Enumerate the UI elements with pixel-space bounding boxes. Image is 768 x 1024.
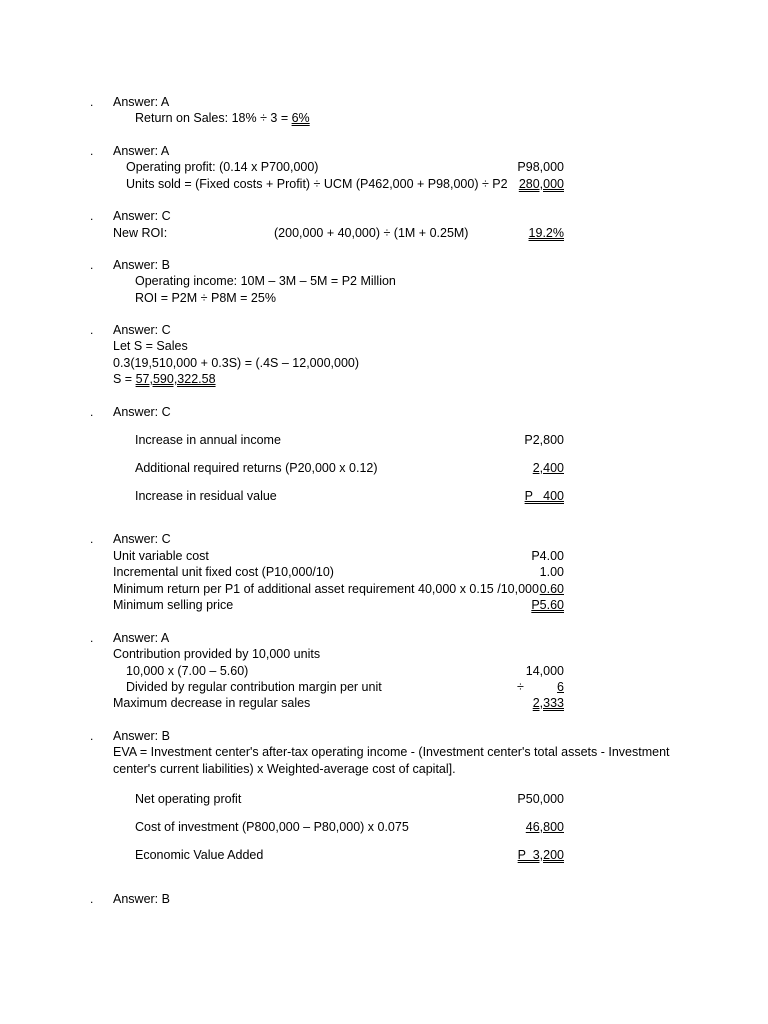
line-text: Divided by regular contribution margin per unit [126, 680, 382, 694]
line-prefix: Return on Sales: 18% ÷ 3 = [135, 111, 292, 125]
line-text: Economic Value Added [135, 848, 264, 862]
line-text: Cost of investment (P800,000 – P80,000) x 0.075 [135, 820, 409, 834]
line-text: Increase in residual value [135, 489, 277, 503]
answer-label: Answer: C [113, 209, 171, 223]
bullet: . [90, 631, 94, 645]
bullet: . [90, 729, 94, 743]
line-text: Operating profit: (0.14 x P700,000) [126, 160, 319, 174]
line-text [135, 111, 310, 126]
answer-label: Answer: C [113, 405, 171, 419]
answer-label: Answer: A [113, 95, 170, 109]
bullet: . [90, 258, 94, 272]
line-text: Unit variable cost [113, 549, 209, 563]
answer-label: Answer: C [113, 532, 171, 546]
bullet: . [90, 144, 94, 158]
line-text: Let S = Sales [113, 339, 188, 353]
line-text: Increase in annual income [135, 433, 281, 447]
line-text: Minimum selling price [113, 598, 234, 612]
answer-label: Answer: C [113, 323, 171, 337]
amount: P98,000 [517, 160, 564, 174]
result-value: 57,590,322.58 [135, 372, 216, 386]
answer-label: Answer: A [113, 144, 170, 158]
line-text: 0.3(19,510,000 + 0.3S) = (.4S – 12,000,000) [113, 356, 360, 370]
amount: 19.2% [528, 226, 564, 240]
bullet: . [90, 532, 94, 546]
divide-sign: ÷ [517, 680, 524, 694]
line-text [113, 372, 216, 387]
bullet: . [90, 405, 94, 419]
line-text: 10,000 x (7.00 – 5.60) [126, 664, 249, 678]
line-text: Net operating profit [135, 792, 242, 806]
amount: 46,800 [525, 820, 564, 834]
line-text: Contribution provided by 10,000 units [113, 647, 321, 661]
result-value: 6% [291, 111, 310, 125]
line-text: Incremental unit fixed cost (P10,000/10) [113, 565, 334, 579]
answer-label: Answer: A [113, 631, 170, 645]
amount: P50,000 [517, 792, 564, 806]
amount: 6 [557, 680, 564, 694]
eva-definition: EVA = Investment center's after-tax operating income - (Investment center's total assets - Investment center's current liabilities) x Weighted-average cost of capital]. [113, 745, 670, 776]
answer-label: Answer: B [113, 258, 170, 272]
line-prefix: S = [113, 372, 136, 386]
line-text: ROI = P2M ÷ P8M = 25% [135, 291, 276, 305]
bullet: . [90, 323, 94, 337]
amount: P2,800 [524, 433, 564, 447]
line-text: Maximum decrease in regular sales [113, 696, 311, 710]
amount: 2,333 [532, 696, 564, 710]
amount: 0.60 [539, 582, 564, 596]
line-text: Units sold = (Fixed costs + Profit) ÷ UCM (P462,000 + P98,000) ÷ P2 [126, 177, 508, 191]
answer-label: Answer: B [113, 892, 170, 906]
answer-label: Answer: B [113, 729, 170, 743]
amount: 14,000 [525, 664, 564, 678]
line-label: New ROI: [113, 226, 168, 240]
line-text: Minimum return per P1 of additional asset requirement 40,000 x 0.15 /10,000 [113, 582, 539, 596]
amount: 280,000 [518, 177, 564, 191]
amount: 2,400 [532, 461, 564, 475]
line-text: Additional required returns (P20,000 x 0.12) [135, 461, 378, 475]
amount: 1.00 [539, 565, 564, 579]
amount: P5.60 [531, 598, 564, 612]
line-text: Operating income: 10M – 3M – 5M = P2 Million [135, 274, 396, 288]
line-formula: (200,000 + 40,000) ÷ (1M + 0.25M) [274, 226, 469, 240]
bullet: . [90, 209, 94, 223]
amount: P4.00 [531, 549, 564, 563]
amount: P 3,200 [517, 848, 564, 862]
bullet: . [90, 95, 94, 109]
bullet: . [90, 892, 94, 906]
amount: P 400 [524, 489, 564, 503]
